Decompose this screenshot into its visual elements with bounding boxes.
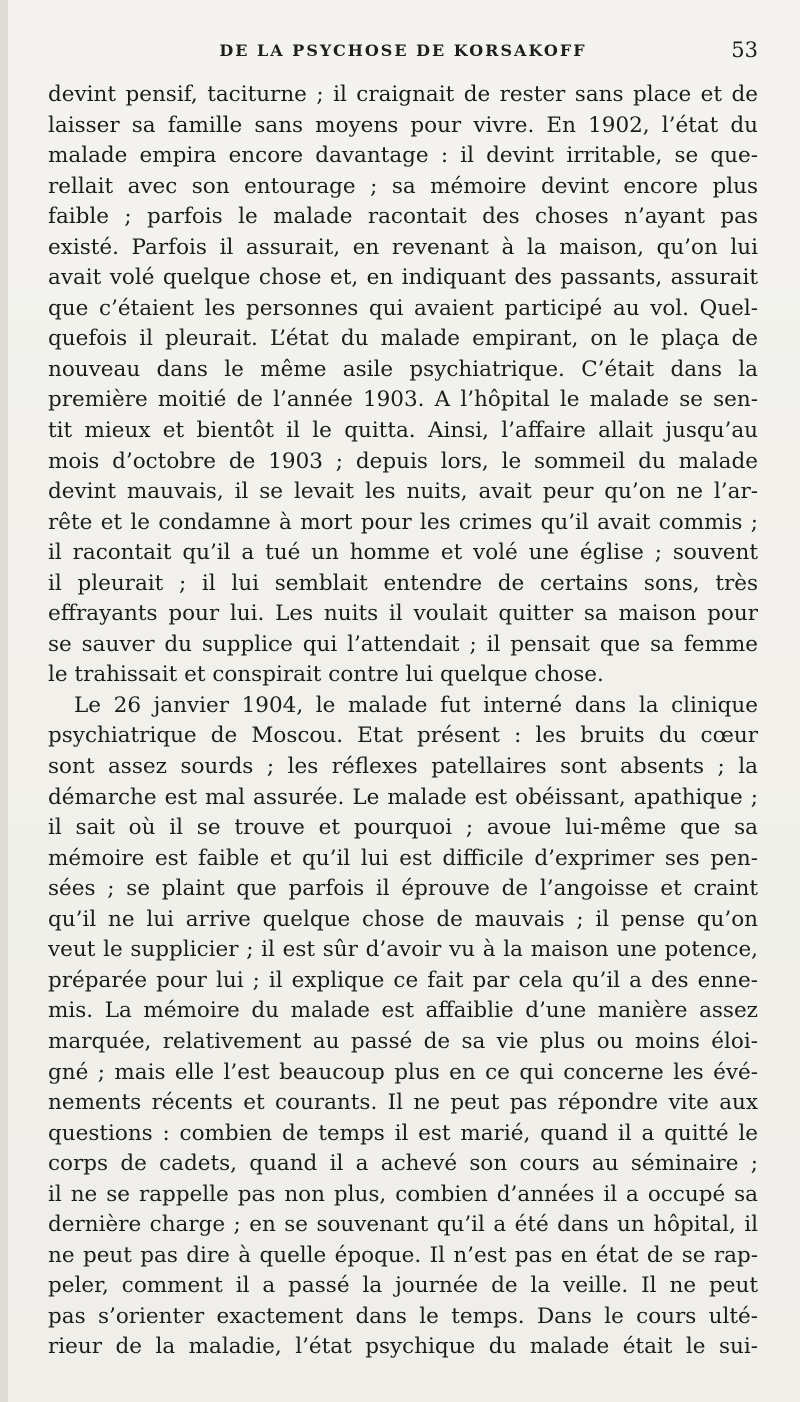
text-line: nouveau dans le même asile psychiatrique. C’était dans la [48,356,758,382]
text-line: mis. La mémoire du malade est affaiblie d’une manière assez [48,998,758,1024]
text-line: peler, comment il a passé la journée de la veille. Il ne peut [48,1273,758,1299]
text-line: rieur de la maladie, l’état psychique du malade était le sui- [48,1334,758,1360]
text-line: existé. Parfois il assurait, en revenant à la maison, qu’on lui [48,234,758,260]
text-line: démarche est mal assurée. Le malade est obéissant, apathique ; [48,784,758,810]
text-line: sont assez sourds ; les réflexes patellaires sont absents ; la [48,754,758,780]
text-line: psychiatrique de Moscou. Etat présent : les bruits du cœur [48,723,758,749]
text-line: tit mieux et bientôt il le quitta. Ainsi, l’affaire allait jusqu’au [48,418,758,444]
page-edge [0,0,8,1402]
text-line: nements récents et courants. Il ne peut pas répondre vite aux [48,1090,758,1116]
text-line: il racontait qu’il a tué un homme et volé une église ; souvent [48,540,758,566]
text-line: devint mauvais, il se levait les nuits, avait peur qu’on ne l’ar- [48,479,758,505]
text-line: dernière charge ; en se souvenant qu’il a été dans un hôpital, il [48,1212,758,1238]
text-line: devint pensif, taciturne ; il craignait de rester sans place et de [48,82,758,107]
text-line: rellait avec son entourage ; sa mémoire devint encore plus [48,173,758,199]
page-number: 53 [731,38,758,62]
text-line: mois d’octobre de 1903 ; depuis lors, le sommeil du malade [48,448,758,474]
text-line: quefois il pleurait. L’état du malade empirant, on le plaça de [48,326,758,352]
text-line: malade empira encore davantage : il devint irritable, se que- [48,143,758,169]
text-line: questions : combien de temps il est marié, quand il a quitté le [48,1120,758,1146]
text-line: que c’étaient les personnes qui avaient participé au vol. Quel- [48,295,758,321]
text-line: qu’il ne lui arrive quelque chose de mauvais ; il pense qu’on [48,906,758,932]
text-line: il pleurait ; il lui semblait entendre de certains sons, très [48,570,758,596]
text-line: faible ; parfois le malade racontait des choses n’ayant pas [48,204,758,230]
text-line: mémoire est faible et qu’il lui est difficile d’exprimer ses pen- [48,845,758,871]
running-head: DE LA PSYCHOSE DE KORSAKOFF [219,41,587,60]
text-line: préparée pour lui ; il explique ce fait par cela qu’il a des enne- [48,967,758,993]
text-line: veut le supplicier ; il est sûr d’avoir vu à la maison une potence, [48,937,758,963]
text-line: marquée, relativement au passé de sa vie plus ou moins éloi- [48,1028,758,1054]
text-line: pas s’orienter exactement dans le temps. Dans le cours ulté- [48,1303,758,1329]
page-header [48,38,758,72]
text-line: il ne se rappelle pas non plus, combien d’années il a occupé sa [48,1181,758,1207]
text-line: gné ; mais elle l’est beaucoup plus en ce qui concerne les évé- [48,1059,758,1085]
text-line: première moitié de l’année 1903. A l’hôpital le malade se sen- [48,387,758,413]
text-line: corps de cadets, quand il a achevé son cours au séminaire ; [48,1151,758,1177]
paragraph-start-line: Le 26 janvier 1904, le malade fut interné dans la clinique [74,692,758,718]
text-line: il sait où il se trouve et pourquoi ; avoue lui-même que sa [48,815,758,841]
paragraph-end-line: le trahissait et conspirait contre lui quelque chose. [48,662,604,688]
text-line: effrayants pour lui. Les nuits il voulait quitter sa maison pour [48,601,758,627]
text-line: sées ; se plaint que parfois il éprouve de l’angoisse et craint [48,876,758,902]
text-line: ne peut pas dire à quelle époque. Il n’est pas en état de se rap- [48,1242,758,1268]
text-line: rête et le condamne à mort pour les crimes qu’il avait commis ; [48,509,758,535]
text-line: se sauver du supplice qui l’attendait ; il pensait que sa femme [48,631,758,657]
text-line: avait volé quelque chose et, en indiquant des passants, assurait [48,265,758,291]
body-text [48,80,758,1363]
text-line: laisser sa famille sans moyens pour vivre. En 1902, l’état du [48,112,758,138]
